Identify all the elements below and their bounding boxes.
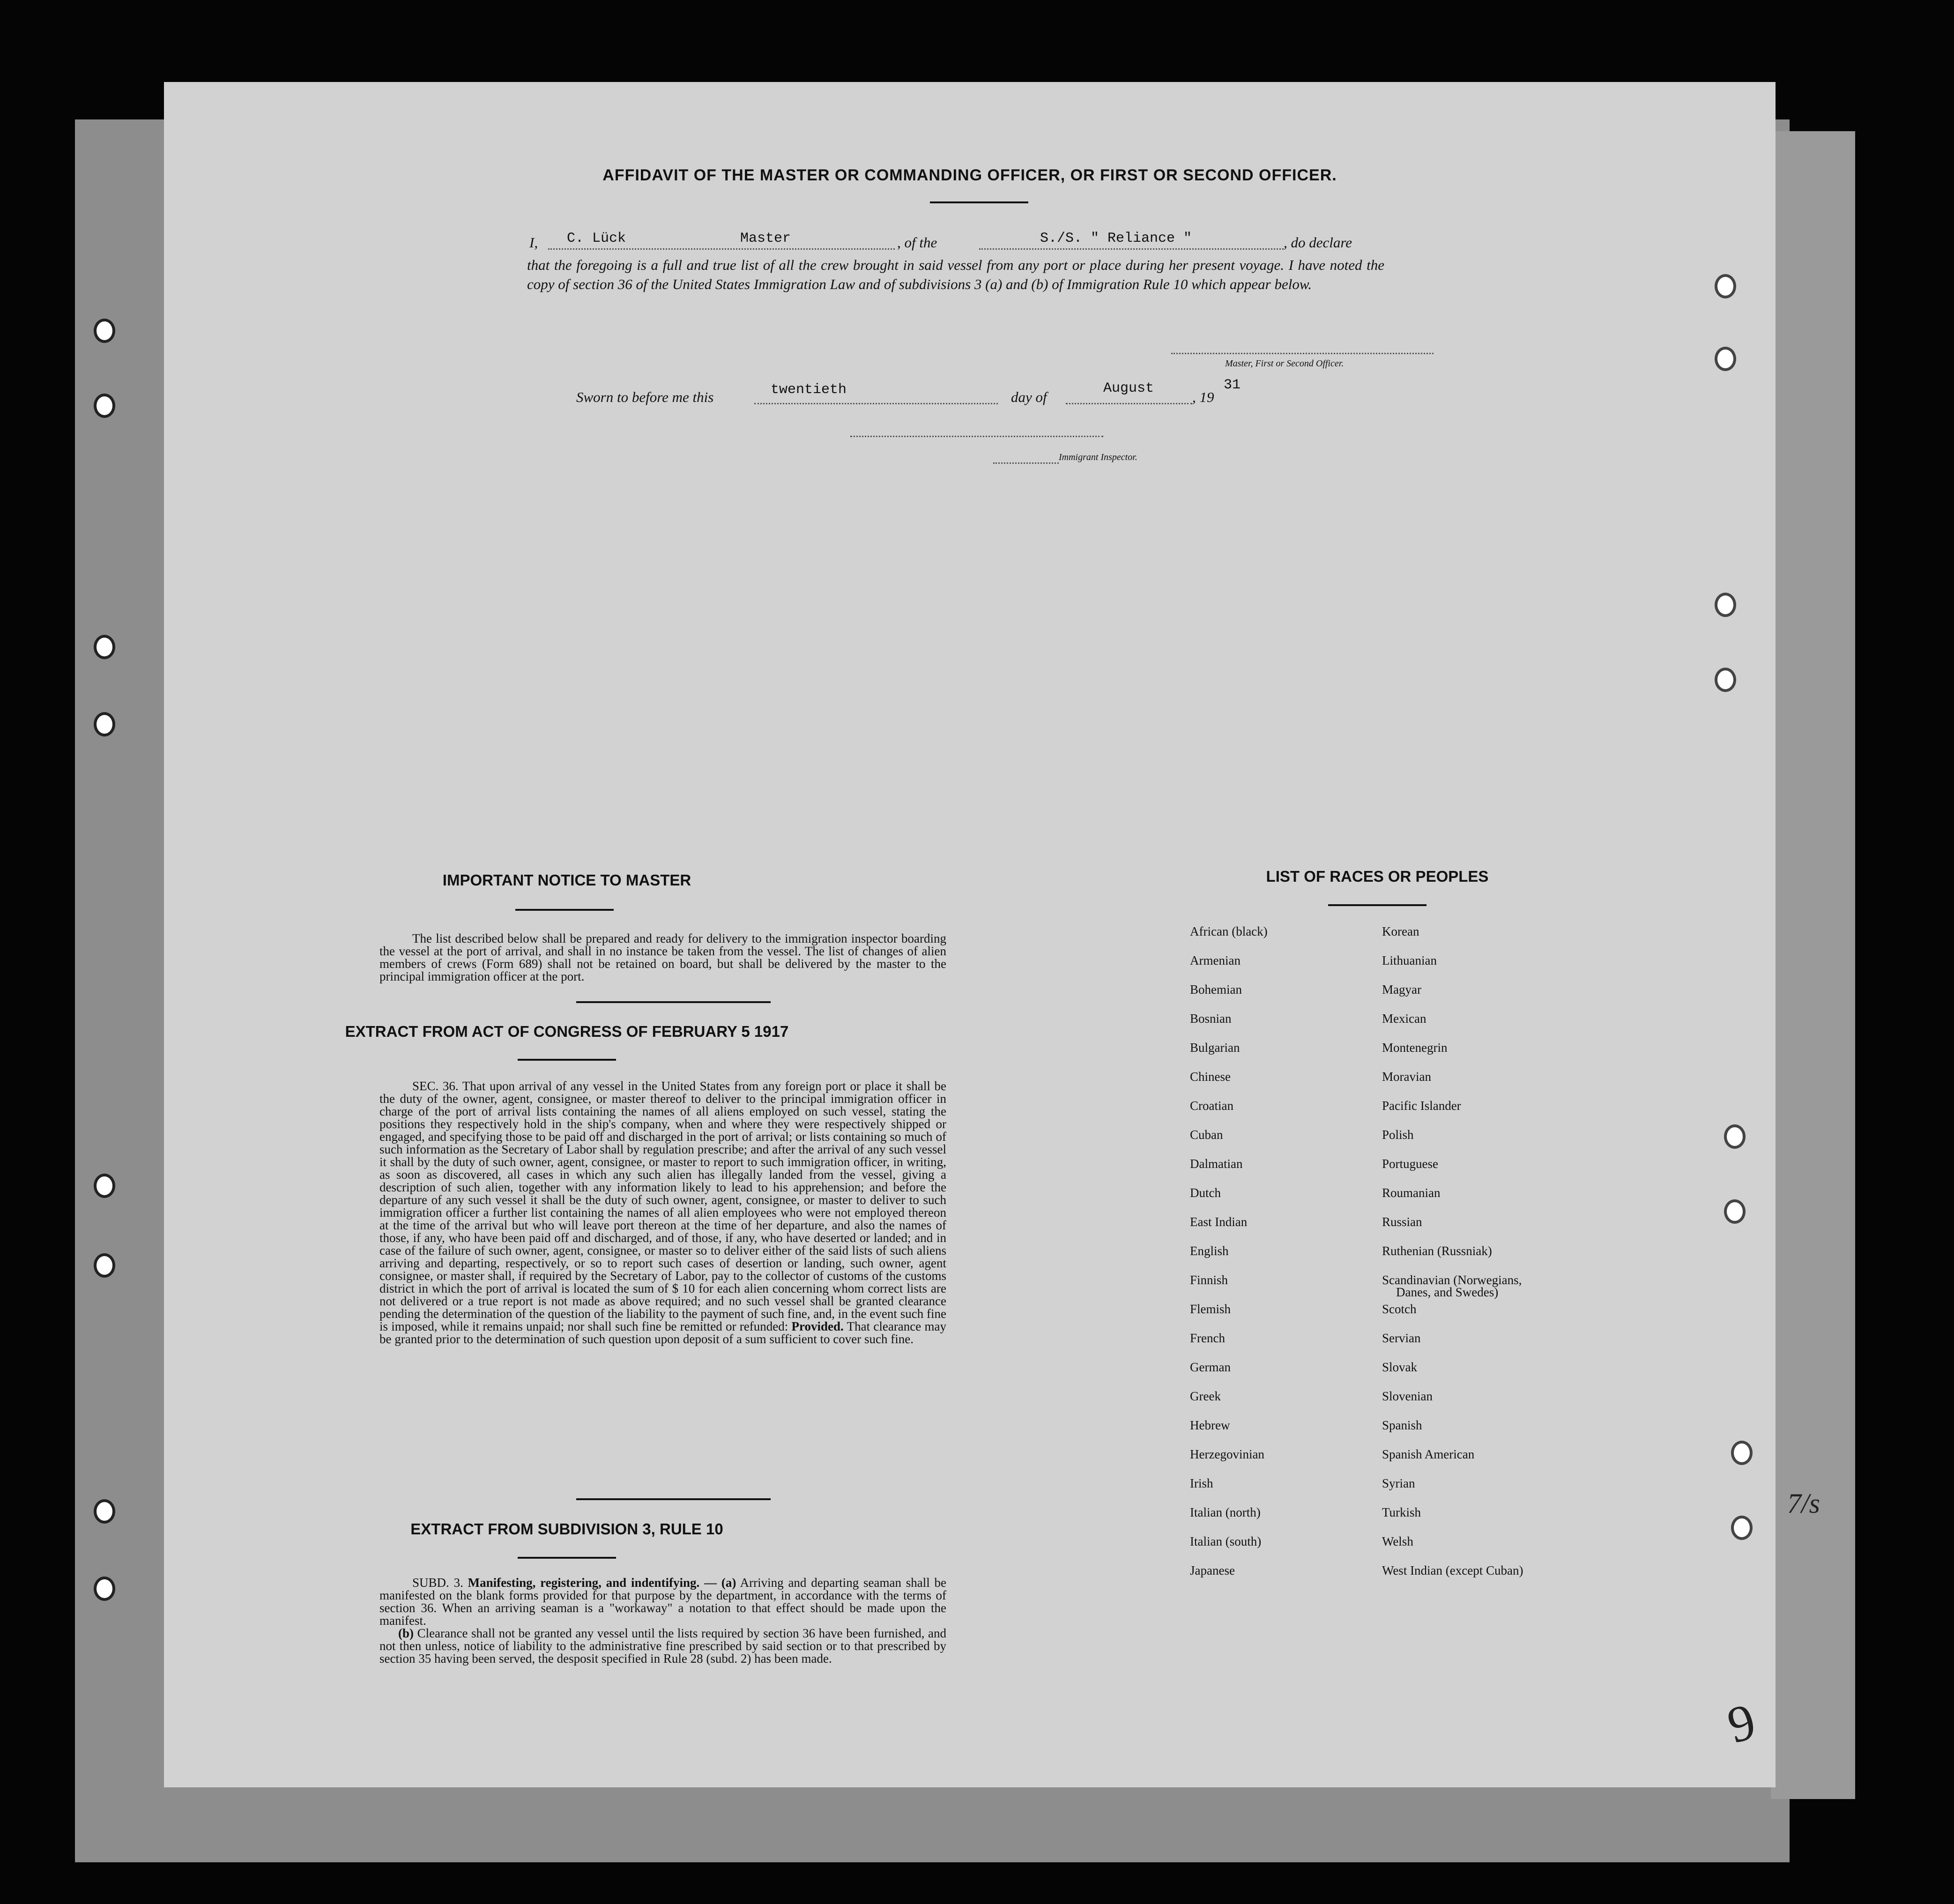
binder-hole-right-5 <box>1724 1124 1746 1149</box>
extract-act-title-rule <box>518 1059 616 1061</box>
binder-hole-right-2 <box>1715 347 1736 371</box>
subd-heading: Manifesting, registering, and indentifying. <box>468 1576 700 1590</box>
vessel-name: S./S. " Reliance " <box>1040 231 1192 246</box>
subd-a-label: — (a) <box>704 1576 736 1590</box>
race-item: Herzegovinian <box>1190 1447 1264 1461</box>
binder-hole-right-4 <box>1715 668 1736 692</box>
binder-hole-left-1 <box>94 319 115 343</box>
inspector-line-short <box>993 462 1059 464</box>
race-item: Moravian <box>1382 1070 1431 1084</box>
binder-hole-right-1 <box>1715 274 1736 298</box>
race-item: Turkish <box>1382 1505 1421 1519</box>
race-item: German <box>1190 1360 1231 1374</box>
binder-hole-right-8 <box>1731 1516 1753 1540</box>
back-sheet-edge <box>1771 131 1855 1799</box>
race-item: Spanish American <box>1382 1447 1475 1461</box>
races-col2-continuation: Danes, and Swedes) <box>1396 1285 1499 1299</box>
inspector-line <box>850 436 1103 437</box>
affidavit-body: that the foregoing is a full and true list of all the crew brought in said vessel from any port or place during her present voyage. I have noted the copy of section 36 of the United States Immigration Law and of subdivisions 3 (a) and (b) of Immigration Rule 10 which appear below. <box>527 257 1384 292</box>
subd-b-text: Clearance shall not be granted any vessel until the lists required by section 36 have been furnished, and not then unless, notice of liability to the administrative fine prescribed by said section or to that prescribed by section 35 having been served, the desposit specified in Rule 28 (subd. 2) has been made. <box>379 1626 946 1666</box>
binder-hole-right-3 <box>1715 593 1736 617</box>
races-title: LIST OF RACES OR PEOPLES <box>1266 868 1489 885</box>
binder-hole-left-5 <box>94 1174 115 1198</box>
race-item: Roumanian <box>1382 1186 1441 1200</box>
race-item: East Indian <box>1190 1215 1248 1229</box>
year-prefix: , 19 <box>1192 389 1214 405</box>
notice-title-rule <box>515 909 614 911</box>
of-the-text: , of the <box>897 234 937 251</box>
race-item: Italian (south) <box>1190 1534 1262 1548</box>
extract-rule-title: EXTRACT FROM SUBDIVISION 3, RULE 10 <box>410 1520 723 1538</box>
race-item: Portuguese <box>1382 1157 1438 1171</box>
race-item: Montenegrin <box>1382 1041 1448 1055</box>
subd-b-label: (b) <box>398 1626 414 1640</box>
race-item: Scotch <box>1382 1302 1417 1316</box>
race-item: Flemish <box>1190 1302 1231 1316</box>
race-item: West Indian (except Cuban) <box>1382 1563 1523 1577</box>
race-item: Bosnian <box>1190 1012 1232 1026</box>
extract-act-paragraph-end: That clearance may be granted prior to the determination of such question upon deposit of a sum sufficient to cover such fine. <box>379 1319 947 1346</box>
race-item: Welsh <box>1382 1534 1413 1548</box>
races-title-rule <box>1328 904 1426 906</box>
day-field-line <box>754 403 998 404</box>
race-item: Polish <box>1382 1128 1414 1142</box>
master-name: C. Lück <box>567 231 626 246</box>
races-column-2 <box>1382 925 1626 1593</box>
affidavit-line1-i: I, <box>529 234 538 251</box>
race-item: Russian <box>1382 1215 1422 1229</box>
race-item: Greek <box>1190 1389 1221 1403</box>
race-item: Croatian <box>1190 1099 1233 1113</box>
provided-text: Provided. <box>791 1319 844 1333</box>
race-item: Syrian <box>1382 1476 1415 1490</box>
bottom-right-number: 9 <box>1722 1692 1761 1755</box>
race-item: English <box>1190 1244 1229 1258</box>
binder-hole-left-7 <box>94 1499 115 1524</box>
race-item: Finnish <box>1190 1273 1228 1287</box>
vessel-field-line <box>979 248 1284 250</box>
race-item: Ruthenian (Russniak) <box>1382 1244 1492 1258</box>
race-item: Bulgarian <box>1190 1041 1240 1055</box>
subd-a-text: Arriving and departing seaman shall be manifested on the blank forms provided for that purpose by the department, in accordance with the terms of section 36. When an arriving seaman is a "workaway" a notation to that effect should be made upon the manifest. <box>379 1576 947 1628</box>
extract-act-text <box>379 1080 946 1346</box>
race-item: African (black) <box>1190 924 1268 938</box>
extract-act-divider <box>576 1498 771 1500</box>
race-item: French <box>1190 1331 1225 1345</box>
race-item: Dutch <box>1190 1186 1221 1200</box>
name-field-line <box>548 248 895 250</box>
master-rank: Master <box>740 231 791 246</box>
extract-act-paragraph: SEC. 36. That upon arrival of any vessel in the United States from any foreign port or place it shall be the duty of the owner, agent, consignee, or master thereof to deliver to the principal immigration officer in charge of the port of arrival lists containing the names of all aliens employed on such vessel, stating the positions they respectively hold in the ship's company, when and where they were respectively shipped or engaged, and specifying those to be paid off and discharged in the port of arrival; or lists containing so much of such information as the Secretary of Labor shall by regulation prescribe; and after the arrival of any such vessel it shall by the duty of such owner, agent, consignee, or master to report to such immigration officer, in writing, as soon as discovered, all cases in which any such alien has illegally landed from the vessel, giving a description of such alien, together with any information likely to lead to his apprehension; and before the departure of any such vessel it shall be the duty of such owner, agent, consignee, or master to deliver to such immigration officer a further list containing the names of all alien employees who were not employed thereon at the time of the arrival but who will leave port thereon at the time of her departure, and also the names of those, if any, who have been paid off and discharged, and of those, if any, who have deserted or landed; and in case of the failure of such owner, agent, consignee, or master so to deliver either of the said lists of such aliens arriving and departing, respectively, or so to report such cases of desertion or landing, such owner, agent consignee, or master shall, if required by the Secretary of Labor, pay to the collector of customs of the customs district in which the port of arrival is located the sum of $ 10 for each alien concerning whom correct lists are not delivered or a true report is not made as above required; and no such vessel shall be granted clearance pending the determination of the question of the liability to the payment of such fine, and, in the event such fine is imposed, while it remains unpaid; nor shall such fine be remitted or refunded: <box>379 1079 946 1333</box>
race-item: Armenian <box>1190 953 1241 967</box>
binder-hole-right-6 <box>1724 1199 1746 1224</box>
race-item: Servian <box>1382 1331 1421 1345</box>
race-item: Italian (north) <box>1190 1505 1261 1519</box>
binder-hole-left-2 <box>94 394 115 418</box>
race-item: Pacific Islander <box>1382 1099 1461 1113</box>
signature-caption: Master, First or Second Officer. <box>1225 358 1344 369</box>
notice-divider <box>576 1001 771 1003</box>
race-item: Magyar <box>1382 982 1421 997</box>
race-item: Spanish <box>1382 1418 1422 1432</box>
race-item: Irish <box>1190 1476 1213 1490</box>
binder-hole-left-8 <box>94 1577 115 1601</box>
binder-hole-left-6 <box>94 1253 115 1278</box>
notice-title: IMPORTANT NOTICE TO MASTER <box>442 871 691 889</box>
day-of-text: day of <box>1011 389 1047 405</box>
binder-hole-left-4 <box>94 712 115 736</box>
inspector-caption: Immigrant Inspector. <box>1059 452 1137 462</box>
sworn-year: 31 <box>1224 377 1241 393</box>
extract-rule-title-rule <box>518 1557 616 1559</box>
form-page <box>164 82 1776 1787</box>
extract-rule-text <box>379 1577 946 1665</box>
right-margin-fraction: 7/s <box>1787 1488 1820 1519</box>
affidavit-title: AFFIDAVIT OF THE MASTER OR COMMANDING OFFICER, OR FIRST OR SECOND OFFICER. <box>602 166 1337 184</box>
race-item: Scandinavian (Norwegians, <box>1382 1273 1522 1287</box>
signature-line <box>1171 353 1434 354</box>
race-item: Japanese <box>1190 1563 1235 1577</box>
affidavit-title-rule <box>930 201 1028 203</box>
race-item: Slovak <box>1382 1360 1418 1374</box>
sworn-prefix: Sworn to before me this <box>576 389 714 405</box>
subd-label: SUBD. 3. <box>412 1576 463 1590</box>
race-item: Chinese <box>1190 1070 1231 1084</box>
race-item: Hebrew <box>1190 1418 1230 1432</box>
binder-hole-left-3 <box>94 635 115 659</box>
binder-hole-right-7 <box>1731 1441 1753 1465</box>
sworn-month: August <box>1103 380 1154 396</box>
race-item: Cuban <box>1190 1128 1223 1142</box>
race-item: Korean <box>1382 924 1419 938</box>
notice-paragraph: The list described below shall be prepared and ready for delivery to the immigration inspector boarding the vessel at the port of arrival, and shall in no instance be taken from the vessel. The list of changes of alien members of crews (Form 689) shall not be retained on board, but shall be delivered by the master to the principal immigration officer at the port. <box>379 931 946 983</box>
notice-text <box>379 932 946 983</box>
month-field-line <box>1066 403 1192 404</box>
do-declare-text: , do declare <box>1284 234 1352 251</box>
race-item: Dalmatian <box>1190 1157 1243 1171</box>
race-item: Mexican <box>1382 1012 1426 1026</box>
race-item: Lithuanian <box>1382 953 1437 967</box>
race-item: Slovenian <box>1382 1389 1433 1403</box>
races-column-1 <box>1190 925 1368 1593</box>
race-item: Bohemian <box>1190 982 1242 997</box>
sworn-day: twentieth <box>771 382 847 398</box>
extract-act-title: EXTRACT FROM ACT OF CONGRESS OF FEBRUARY 5 1917 <box>345 1023 789 1040</box>
